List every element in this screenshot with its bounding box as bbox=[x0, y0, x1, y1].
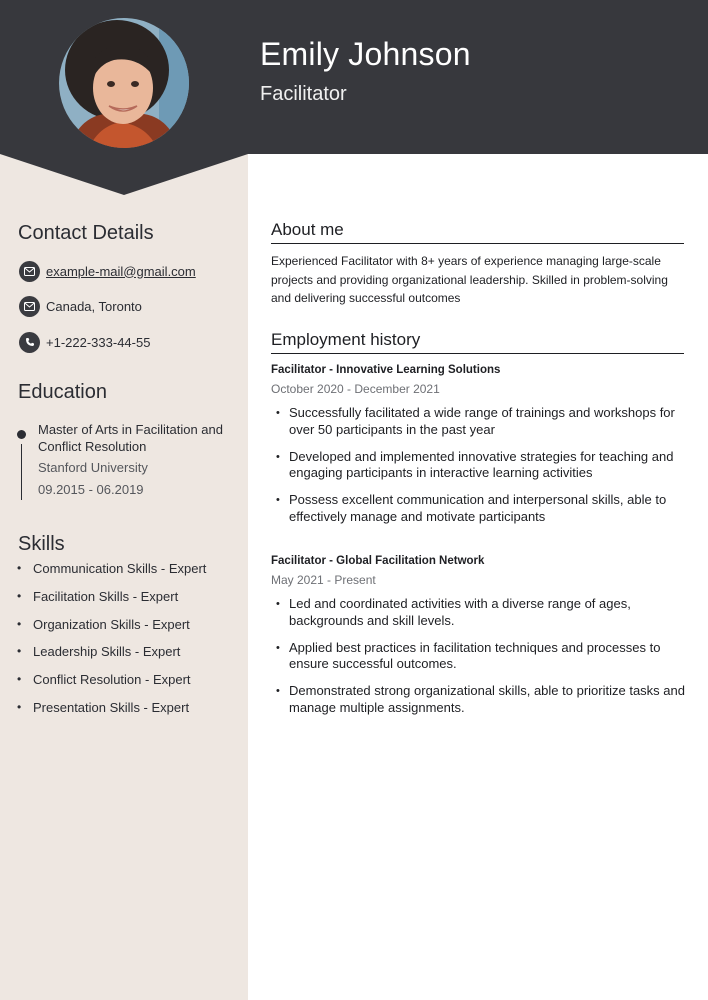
duty-item: • Applied best practices in facilitation techniques and processes to ensure successful outcomes. bbox=[276, 639, 661, 671]
job-title: Facilitator - Innovative Learning Solutions bbox=[271, 364, 501, 376]
contact-phone-row[interactable] bbox=[19, 331, 150, 353]
email-link[interactable]: example-mail@gmail.com bbox=[46, 263, 196, 279]
bullet-icon: • bbox=[276, 641, 280, 654]
bullet-icon: • bbox=[17, 699, 22, 714]
employment-heading: Employment history bbox=[271, 330, 684, 354]
bullet-icon: • bbox=[276, 407, 280, 419]
bullet-icon: • bbox=[17, 672, 22, 687]
job-dates: May 2021 - Present bbox=[271, 573, 376, 587]
duty-item: • Developed and implemented innovative strategies for teaching and engaging participants in interactive learning activities bbox=[276, 448, 674, 480]
education-school: Stanford University bbox=[38, 460, 148, 475]
skill-item: • Communication Skills - Expert bbox=[17, 561, 207, 576]
timeline-dot bbox=[17, 430, 26, 439]
bullet-icon: • bbox=[276, 494, 280, 506]
skills-list bbox=[17, 561, 206, 728]
candidate-title: Facilitator bbox=[260, 83, 347, 105]
skill-item: • Conflict Resolution - Expert bbox=[17, 672, 191, 688]
skill-item: • Presentation Skills - Expert bbox=[17, 699, 190, 715]
bullet-icon: • bbox=[17, 616, 22, 631]
about-heading: About me bbox=[271, 220, 684, 244]
mail-icon bbox=[19, 261, 40, 282]
education-dates: 09.2015 - 06.2019 bbox=[38, 482, 144, 497]
job-duties bbox=[276, 405, 691, 536]
contact-location-row bbox=[19, 295, 142, 317]
contact-heading: Contact Details bbox=[18, 222, 154, 244]
duty-item: • Led and coordinated activities with a diverse range of ages, backgrounds and skill levels. bbox=[276, 596, 631, 628]
profile-photo bbox=[59, 18, 189, 148]
bullet-icon: • bbox=[17, 644, 22, 659]
skill-item: • Organization Skills - Expert bbox=[17, 616, 190, 632]
job-title: Facilitator - Global Facilitation Network bbox=[271, 555, 485, 567]
skill-item: • Leadership Skills - Expert bbox=[17, 644, 181, 660]
education-heading: Education bbox=[18, 381, 107, 403]
bullet-icon: • bbox=[17, 588, 22, 603]
bullet-icon: • bbox=[276, 450, 280, 463]
duty-item: • Successfully facilitated a wide range of trainings and workshops for over 50 participants in the past year bbox=[276, 405, 675, 437]
job-dates: October 2020 - December 2021 bbox=[271, 382, 440, 396]
duty-item: • Demonstrated strong organizational skills, able to prioritize tasks and manage multiple assignments. bbox=[276, 683, 685, 715]
duty-item: • Possess excellent communication and interpersonal skills, able to effectively manage and motivate participants bbox=[276, 492, 667, 524]
portrait-illustration bbox=[59, 18, 189, 148]
about-text: Experienced Facilitator with 8+ years of experience managing large-scale projects and providing organizational leadership. Skilled in problem-solving and delivering successful outcomes bbox=[271, 254, 668, 305]
header-chevron bbox=[0, 153, 248, 196]
bullet-icon: • bbox=[276, 685, 280, 697]
candidate-name: Emily Johnson bbox=[260, 36, 471, 72]
location-text: Canada, Toronto bbox=[46, 298, 142, 314]
bullet-icon: • bbox=[17, 561, 22, 575]
location-icon bbox=[19, 296, 40, 317]
timeline-line bbox=[21, 444, 22, 500]
skill-item: • Facilitation Skills - Expert bbox=[17, 588, 179, 604]
contact-email-row[interactable] bbox=[19, 260, 196, 282]
skills-heading: Skills bbox=[18, 533, 65, 555]
phone-icon bbox=[19, 332, 40, 353]
job-duties bbox=[276, 596, 691, 727]
bullet-icon: • bbox=[276, 598, 280, 610]
education-degree: Master of Arts in Facilitation and Conflict Resolution bbox=[38, 422, 223, 454]
phone-text[interactable]: +1-222-333-44-55 bbox=[46, 334, 151, 350]
